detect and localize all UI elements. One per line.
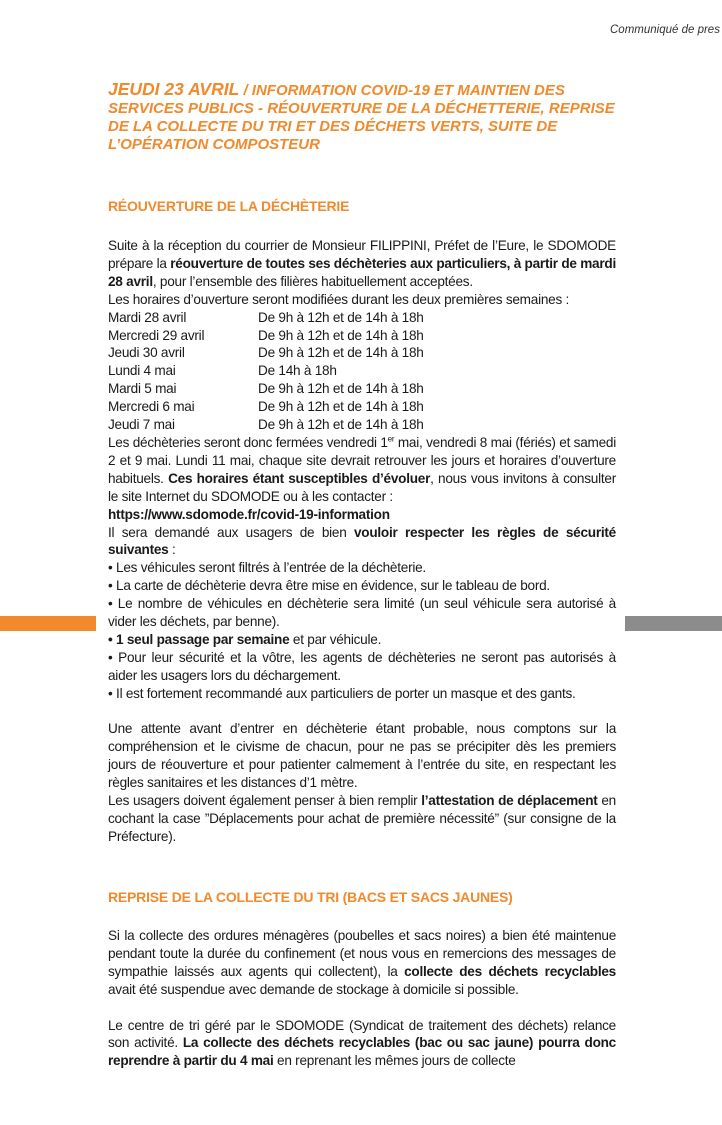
bullet-item: • Le nombre de véhicules en déchèterie sera limité (un seul véhicule sera autorisé à vider les déchets, par benne).: [108, 596, 616, 630]
page-title: [108, 80, 628, 154]
schedule-hours: De 9h à 12h et de 14h à 18h: [258, 399, 424, 415]
schedule-day: Lundi 4 mai: [108, 363, 176, 379]
title-date: JEUDI 23 AVRIL: [108, 79, 240, 99]
closure-paragraph: Les déchèteries seront donc fermées vendredi 1er mai, vendredi 8 mai (fériés) et samedi 2 et 9 mai. Lundi 11 mai, chaque site devrait retrouver les jours et horaires d’ouverture habituels. Ces horaires étant susceptibles d’évoluer, nous vous invitons à consulter le site Internet du SDOMODE ou à les contacter :: [108, 434, 616, 504]
bullet-item: • Il est fortement recommandé aux particuliers de porter un masque et des gants.: [108, 685, 576, 701]
schedule-row: [108, 327, 616, 345]
grey-margin-bar: [625, 616, 722, 631]
intro-paragraph: Suite à la réception du courrier de Monsieur FILIPPINI, Préfet de l’Eure, le SDOMODE prépare la réouverture de toutes ses déchèteries aux particuliers, à partir de mardi 28 avril, pour l’ensemble des filières habituellement acceptées.: [108, 238, 616, 289]
bullet-item: • Les véhicules seront filtrés à l’entrée de la déchèterie.: [108, 560, 426, 576]
rules-intro: Il sera demandé aux usagers de bien vouloir respecter les règles de sécurité suivantes :: [108, 524, 616, 558]
schedule-hours: De 9h à 12h et de 14h à 18h: [258, 309, 424, 325]
info-url-link[interactable]: https://www.sdomode.fr/covid-19-information: [108, 506, 390, 522]
hours-intro: Les horaires d’ouverture seront modifiées durant les deux premières semaines :: [108, 291, 570, 307]
section-body-sorting-collection: [108, 927, 616, 1070]
bullet-item: • 1 seul passage par semaine et par véhicule.: [108, 631, 382, 647]
schedule-row: [108, 416, 616, 434]
title-text: / INFORMATION COVID-19 ET MAINTIEN DES SERVICES PUBLICS - RÉOUVERTURE DE LA DÉCHETTERIE, REPRISE DE LA COLLECTE DU TRI ET DES DÉCHETS VERTS, SUITE DE L’OPÉRATION COMPOSTEUR: [108, 82, 615, 153]
schedule-day: Jeudi 7 mai: [108, 417, 175, 433]
bullet-item: • La carte de déchèterie devra être mise en évidence, sur le tableau de bord.: [108, 578, 550, 594]
schedule-row: [108, 309, 616, 327]
schedule-row: [108, 380, 616, 398]
schedule-hours: De 9h à 12h et de 14h à 18h: [258, 345, 424, 361]
schedule-hours: De 9h à 12h et de 14h à 18h: [258, 327, 424, 343]
schedule-hours: De 9h à 12h et de 14h à 18h: [258, 381, 424, 397]
schedule-day: Mercredi 29 avril: [108, 327, 205, 343]
schedule-hours: De 14h à 18h: [258, 363, 337, 379]
section-heading-sorting-collection: REPRISE DE LA COLLECTE DU TRI (BACS ET SACS JAUNES): [108, 889, 513, 905]
collection-paragraph-2: Le centre de tri géré par le SDOMODE (Syndicat de traitement des déchets) relance son activité. La collecte des déchets recyclables (bac ou sac jaune) pourra donc reprendre à partir du 4 mai en reprenant les mêmes jours de collecte: [108, 1017, 616, 1069]
attestation-paragraph: Les usagers doivent également penser à bien remplir l’attestation de déplacement en cochant la case ”Déplacements pour achat de première nécessité” (sur consigne de la Préfecture).: [108, 793, 616, 844]
schedule-row: [108, 362, 616, 380]
collection-paragraph-1: Si la collecte des ordures ménagères (poubelles et sacs noires) a bien été maintenue pendant toute la durée du confinement (et nous vous en remercions des messages de sympathie laissés aux agents qui collectent), la collecte des déchets recyclables avait été suspendue avec demande de stockage à domicile si possible.: [108, 928, 616, 997]
bullet-item: • Pour leur sécurité et la vôtre, les agents de déchèteries ne seront pas autorisés à aider les usagers lors du déchargement.: [108, 649, 616, 683]
schedule-day: Mardi 28 avril: [108, 309, 187, 325]
schedule-row: [108, 344, 616, 362]
section-heading-reopening: RÉOUVERTURE DE LA DÉCHÈTERIE: [108, 198, 350, 214]
schedule-hours: De 9h à 12h et de 14h à 18h: [258, 417, 424, 433]
schedule-day: Mercredi 6 mai: [108, 399, 195, 415]
schedule-day: Mardi 5 mai: [108, 381, 177, 397]
schedule-row: [108, 398, 616, 416]
document-type-label: Communiqué de pres: [610, 24, 720, 36]
opening-schedule: [108, 309, 616, 434]
section-body-reopening: [108, 237, 616, 846]
schedule-day: Jeudi 30 avril: [108, 345, 185, 361]
waiting-paragraph: Une attente avant d’entrer en déchèterie étant probable, nous comptons sur la compréhension et le civisme de chacun, pour ne pas se précipiter dès les premiers jours de réouverture et pour patienter calmement à l’entrée du site, en respectant les règles sanitaires et les distances d’1 mètre.: [108, 721, 616, 791]
orange-margin-bar: [0, 616, 96, 631]
